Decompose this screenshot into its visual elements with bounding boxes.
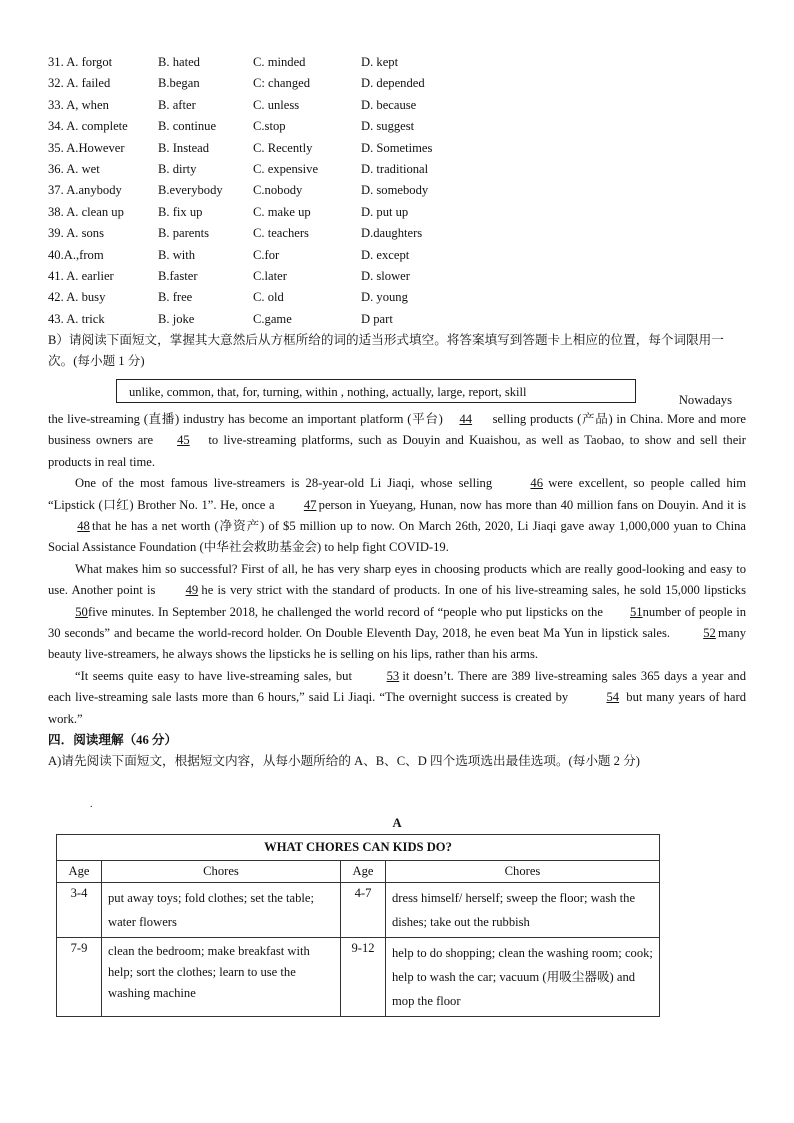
header-chores-2: Chores xyxy=(386,861,660,883)
section-4-heading-number: 四．阅读理解 xyxy=(48,732,124,747)
option-text: B.began xyxy=(158,76,200,91)
option-text: 42. A. busy xyxy=(48,290,106,305)
blank-47: 47 xyxy=(303,497,317,512)
option-text: C.game xyxy=(253,311,292,326)
chores-table xyxy=(56,834,660,1017)
question-row xyxy=(48,287,746,308)
exam-page xyxy=(48,52,746,773)
option-text: C. old xyxy=(253,290,284,305)
option-text: 32. A. failed xyxy=(48,76,111,91)
blank-50: 50 xyxy=(75,604,88,619)
stray-dot: . xyxy=(90,799,93,810)
header-age-1: Age xyxy=(57,861,102,883)
table-row xyxy=(57,938,660,1017)
option-text: B. joke xyxy=(158,311,195,326)
option-text: B. after xyxy=(158,97,196,112)
option-text: B. hated xyxy=(158,55,200,69)
section-4-instructions: A)请先阅读下面短文，根据短文内容，从每小题所给的 A、B、C、D 四个选项选出最佳选项。(每小题 2 分) xyxy=(48,754,640,769)
option-text: C.nobody xyxy=(253,183,303,198)
question-row xyxy=(48,116,746,137)
blank-45: 45 xyxy=(177,433,190,448)
chores-cell: put away toys; fold clothes; set the table; water flowers xyxy=(102,883,341,938)
option-text: D.daughters xyxy=(361,226,423,241)
passage-paragraph-2 xyxy=(48,473,746,559)
section-4-heading-score: （46 分） xyxy=(123,732,178,747)
passage-paragraph-3 xyxy=(48,559,746,666)
option-text: 31. A. forgot xyxy=(48,55,113,69)
option-text: C.later xyxy=(253,268,287,283)
question-row xyxy=(48,138,746,159)
passage-first-word: Nowadays xyxy=(678,392,732,407)
blank-49: 49 xyxy=(185,583,199,598)
option-text: C. unless xyxy=(253,97,300,112)
option-text: C. expensive xyxy=(253,161,319,176)
option-text: D. except xyxy=(361,247,410,262)
option-text: D. put up xyxy=(361,204,409,219)
text: but many years of hard work.” xyxy=(48,690,746,726)
blank-54: 54 xyxy=(606,690,620,705)
option-text: D. young xyxy=(361,290,408,305)
option-text: C.stop xyxy=(253,119,286,134)
table-title-row xyxy=(57,835,660,861)
blank-46: 46 xyxy=(530,476,544,491)
text: to live-streaming platforms, such as Douyin and Kuaishou, as well as Taobao, to show and sell their products in real time. xyxy=(48,433,747,469)
option-text: C. minded xyxy=(253,55,306,69)
question-row xyxy=(48,223,746,244)
chores-cell: help to do shopping; clean the washing room; cook; help to wash the car; vacuum (用吸尘器吸) and mop the floor xyxy=(386,938,660,1017)
option-text: D. kept xyxy=(361,55,399,69)
passage-paragraph-1 xyxy=(48,409,746,473)
option-text: 34. A. complete xyxy=(48,119,128,134)
option-text: B.faster xyxy=(158,268,198,283)
option-text: D. somebody xyxy=(361,183,429,198)
section-4-heading xyxy=(48,730,746,751)
option-text: D part xyxy=(361,311,393,326)
option-text: D. suggest xyxy=(361,119,415,134)
option-text: 43. A. trick xyxy=(48,311,105,326)
passage-paragraph-4 xyxy=(48,666,746,730)
age-cell: 4-7 xyxy=(341,883,386,938)
question-row xyxy=(48,180,746,201)
option-text: 38. A. clean up xyxy=(48,204,124,219)
option-text: 33. A, when xyxy=(48,97,109,112)
text: person in Yueyang, Hunan, now has more than 40 million fans on Douyin. And it is xyxy=(318,497,746,512)
option-text: 41. A. earlier xyxy=(48,268,114,283)
option-text: C. make up xyxy=(253,204,311,219)
option-text: B. free xyxy=(158,290,193,305)
question-row xyxy=(48,202,746,223)
blank-52: 52 xyxy=(703,625,716,640)
option-text: B.everybody xyxy=(158,183,223,198)
age-cell: 3-4 xyxy=(57,883,102,938)
text: number of people in 30 seconds” and became the world-record holder. On Double Eleventh Day, 2018, he even beat Ma Yun in lipstick sales. xyxy=(48,604,747,640)
option-text: D. depended xyxy=(361,76,425,91)
option-text: D. Sometimes xyxy=(361,140,433,155)
chores-cell: clean the bedroom; make breakfast with help; sort the clothes; learn to use the washing machine xyxy=(102,938,341,1017)
option-text: 40.A.,from xyxy=(48,247,104,262)
table-header-row xyxy=(57,861,660,883)
option-text: 37. A.anybody xyxy=(48,183,122,198)
option-text: 39. A. sons xyxy=(48,226,104,241)
option-text: B. fix up xyxy=(158,204,203,219)
text: he is very strict with the standard of products. In one of his live-streaming sales, he sold 15,000 lipsticks xyxy=(201,583,746,598)
header-chores-1: Chores xyxy=(102,861,341,883)
option-text: D. traditional xyxy=(361,161,429,176)
text: the live-streaming (直播) industry has become an important platform (平台) xyxy=(48,411,443,426)
blank-44: 44 xyxy=(459,411,473,426)
option-text: B. dirty xyxy=(158,161,197,176)
question-row xyxy=(48,159,746,180)
word-box: unlike, common, that, for, turning, within , nothing, actually, large, report, skill xyxy=(116,379,636,403)
table-title: WHAT CHORES CAN KIDS DO? xyxy=(57,835,660,861)
text: One of the most famous live-streamers is 28-year-old Li Jiaqi, whose selling xyxy=(75,476,499,491)
option-text: 35. A.However xyxy=(48,140,125,155)
passage-a-label: A xyxy=(392,816,402,830)
option-text: B. with xyxy=(158,247,196,262)
question-row xyxy=(48,266,746,287)
table-row xyxy=(57,883,660,938)
question-row xyxy=(48,309,746,330)
text: What makes him so successful? First of all, he has very sharp eyes in choosing products which are really good-looking and easy to use. Another point is xyxy=(48,561,746,598)
multiple-choice-options xyxy=(48,52,746,330)
question-row xyxy=(48,95,746,116)
option-text: C. Recently xyxy=(253,140,313,155)
text: were excellent, so people called him “Lipstick (口红) Brother No. 1”. He, once a xyxy=(48,476,746,512)
option-text: D. because xyxy=(361,97,417,112)
header-age-2: Age xyxy=(341,861,386,883)
option-text: C: changed xyxy=(253,76,311,91)
option-text: B. parents xyxy=(158,226,210,241)
age-cell: 9-12 xyxy=(341,938,386,1017)
question-row xyxy=(48,52,746,73)
question-row xyxy=(48,245,746,266)
text: five minutes. In September 2018, he challenged the world record of “people who put lipsticks on the xyxy=(88,604,603,619)
blank-51: 51 xyxy=(629,604,643,619)
age-cell: 7-9 xyxy=(57,938,102,1017)
chores-cell: dress himself/ herself; sweep the floor; wash the dishes; take out the rubbish xyxy=(386,883,660,938)
option-text: C. teachers xyxy=(253,226,309,241)
text: that he has a net worth (净资产) of $5 million up to now. On March 26th, 2020, Li Jiaqi gave away 1,000,000 yuan to China Social Assistance Foundation (中华社会救助基金会) to help fight COVID-19. xyxy=(48,518,746,555)
blank-53: 53 xyxy=(386,668,400,683)
option-text: B. Instead xyxy=(158,140,210,155)
question-row xyxy=(48,73,746,94)
section-b-instructions: B）请阅读下面短文，掌握其大意然后从方框所给的词的适当形式填空。将答案填写到答题卡上相应的位置，每个词限用一次。(每小题 1 分) xyxy=(48,333,724,369)
text: it doesn’t. There are 389 live-streaming sales 365 days a year and each live-streaming sale lasts more than 6 hours,” said Li Jiaqi. “The overnight success is created by xyxy=(48,668,746,705)
text: many beauty live-streamers, he always shows the lipsticks he is selling on his lips, rather than his arms. xyxy=(48,625,746,662)
option-text: 36. A. wet xyxy=(48,161,100,176)
blank-48: 48 xyxy=(77,518,90,533)
option-text: C.for xyxy=(253,247,280,262)
option-text: D. slower xyxy=(361,268,410,283)
text: selling products (产品) in China. More and more business owners are xyxy=(48,411,746,448)
text: “It seems quite easy to have live-streaming sales, but xyxy=(75,668,357,683)
word-box-line xyxy=(48,373,746,409)
option-text: B. continue xyxy=(158,119,217,134)
